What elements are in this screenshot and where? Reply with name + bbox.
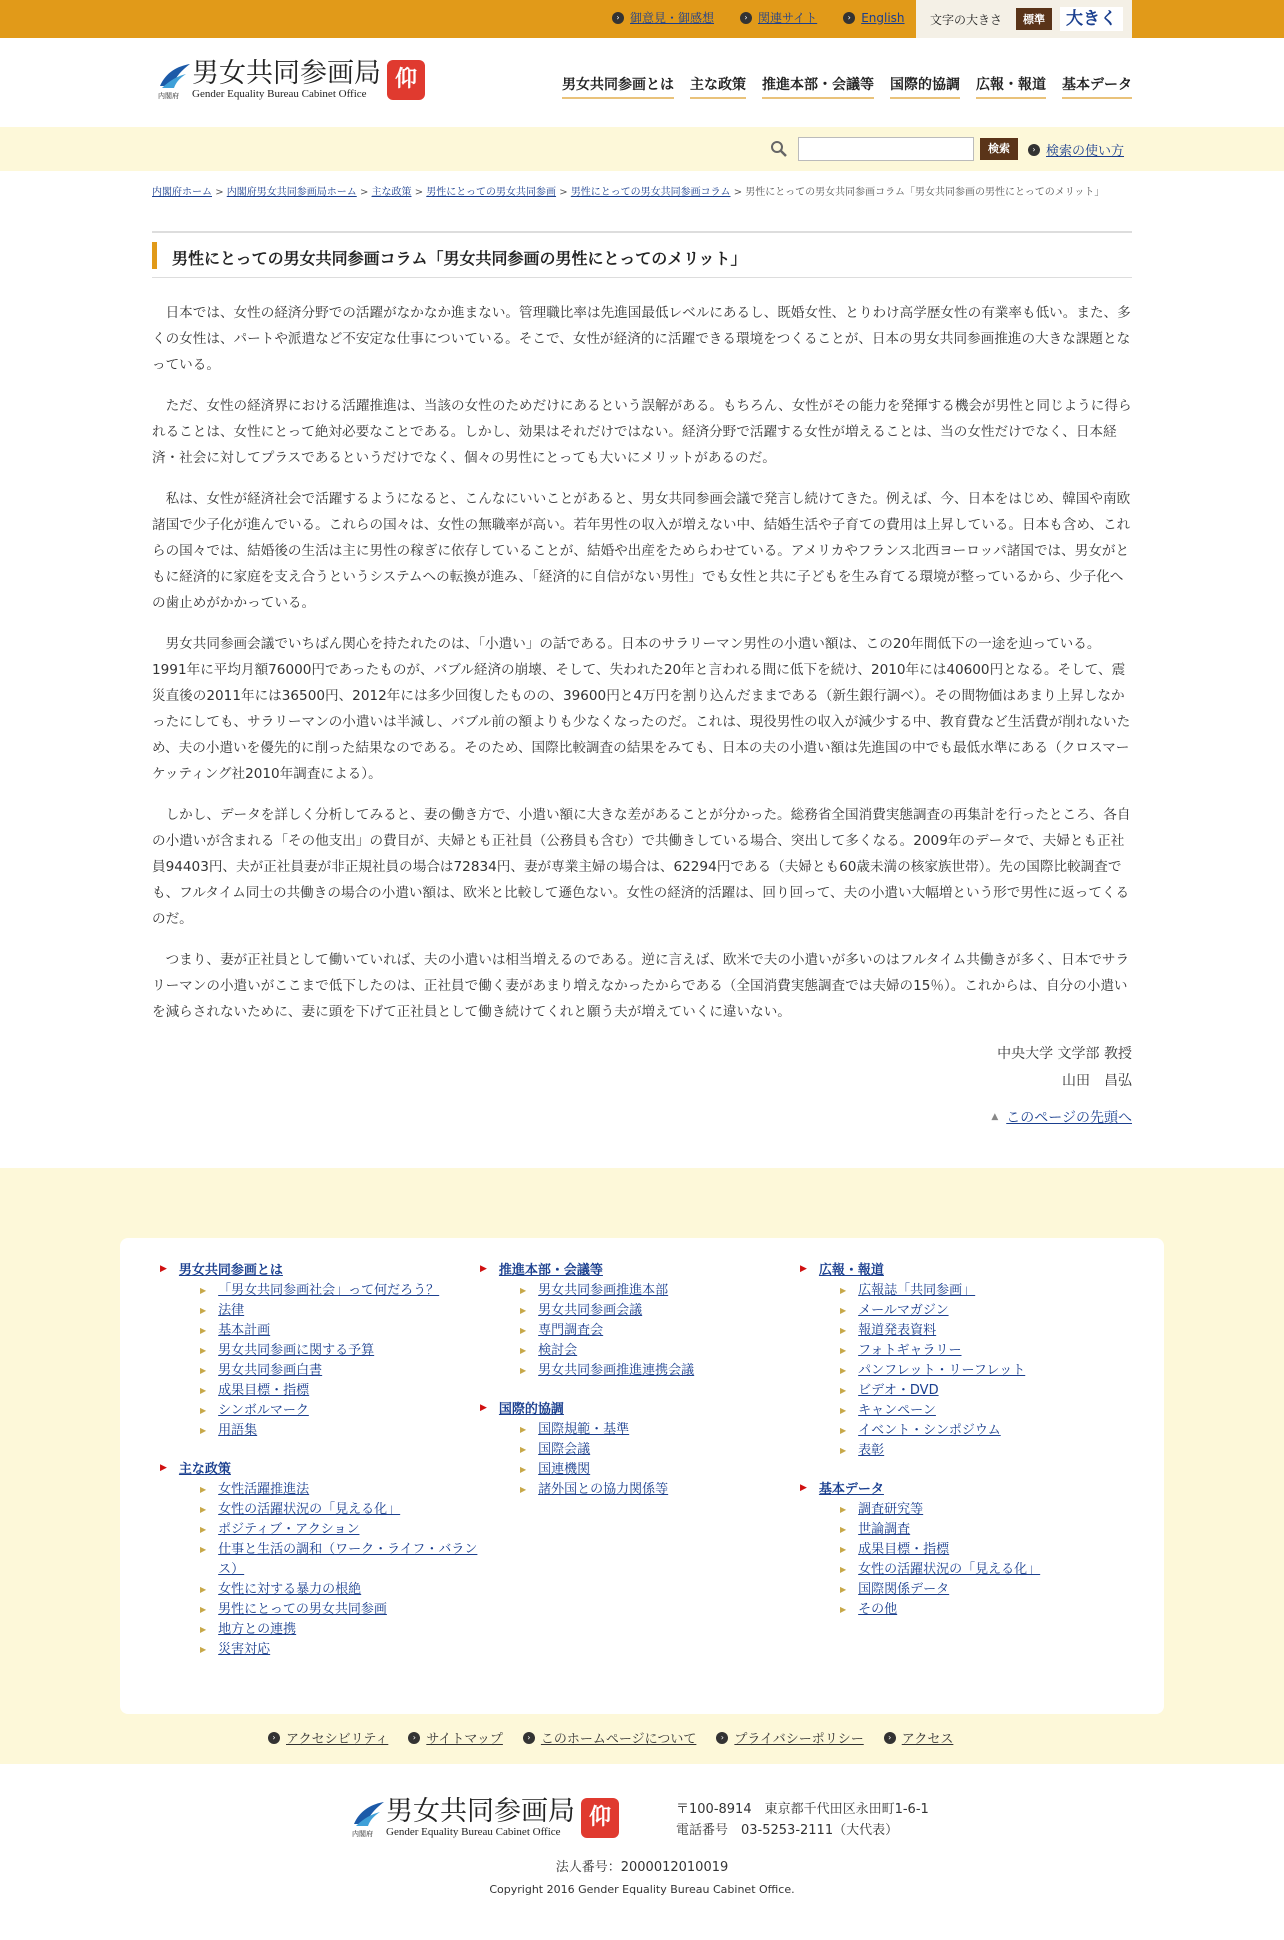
footer-item-link[interactable]: 検討会 [538, 1343, 578, 1358]
footer-item-link[interactable]: ポジティブ・アクション [218, 1522, 360, 1537]
footer-item-link[interactable]: メールマガジン [858, 1303, 949, 1318]
triangle-bullet-icon: ▶ [840, 1525, 847, 1534]
footer-category[interactable] [800, 1259, 1140, 1278]
footer-item-link[interactable]: 成果目標・指標 [858, 1542, 950, 1557]
footer-logo-small-text: 内閣府 [352, 1830, 373, 1838]
triangle-bullet-icon: ▶ [200, 1605, 207, 1614]
footer-item[interactable] [840, 1341, 1140, 1361]
footer-category-link[interactable]: 基本データ [818, 1482, 884, 1497]
footer-item-link[interactable]: 地方との連携 [218, 1622, 297, 1637]
triangle-bullet-icon: ▶ [840, 1446, 847, 1455]
page-title-block [152, 242, 1132, 278]
accessibility-link[interactable]: アクセシビリティ [286, 1732, 389, 1747]
triangle-bullet-icon: ▶ [520, 1445, 527, 1454]
feedback-link[interactable]: 御意見・御感想 [630, 11, 715, 25]
bureau-seal-icon: 仰 [387, 60, 425, 100]
footer-item-link[interactable]: 災害対応 [218, 1642, 271, 1657]
footer-category-link[interactable]: 推進本部・会議等 [498, 1263, 603, 1278]
triangle-bullet-icon: ▶ [200, 1406, 207, 1415]
footer-link-privacy[interactable] [716, 1728, 863, 1747]
triangle-bullet-icon: ▶ [840, 1326, 847, 1335]
triangle-bullet-icon: ▶ [840, 1346, 847, 1355]
arrow-circle-icon: › [408, 1732, 420, 1744]
triangle-bullet-icon: ▶ [200, 1525, 207, 1534]
footer-item[interactable] [200, 1361, 480, 1381]
triangle-bullet-icon: ▶ [200, 1505, 207, 1514]
access-link[interactable]: アクセス [901, 1732, 954, 1747]
footer-list [840, 1281, 1140, 1461]
global-nav [562, 74, 1132, 99]
utility-link-english[interactable] [843, 9, 904, 26]
article-paragraph: しかし、データを詳しく分析してみると、妻の働き方で、小遣い額に大きな差があることが分かった。総務省全国消費実態調査の再集計を行ったところ、各自の小遣いが含まれる「その他支出」の費目が、夫婦とも正社員（公務員も含む）で共働きしている場合、突出して多くなる。2009年のデータで、夫婦とも正社員94403円、夫が正社員妻が非正規社員の場合は72834円、妻が専業主婦の場合は、62294円である（夫婦とも60歳未満の核家族世帯）。先の国際比較調査でも、フルタイム同士の共働きの場合の小遣い額は、欧米と比較して遜色ない。女性の経済的活躍は、回り回って、夫の小遣い大幅増という形で男性に返ってくるのだ。 [152, 807, 1131, 927]
footer-item-link[interactable]: 世論調査 [858, 1522, 911, 1537]
article-paragraph: 日本では、女性の経済分野での活躍がなかなか進まない。管理職比率は先進国最低レベルにあるし、既婚女性、とりわけ高学歴女性の有業率も低い。また、多くの女性は、パートや派遣など不安定な仕事についている。そこで、女性が経済的に活躍できる環境をつくることが、日本の男女共同参画推進の大きな課題となっている。 [152, 305, 1131, 373]
footer-item[interactable] [200, 1401, 480, 1421]
english-link[interactable]: English [861, 10, 905, 25]
triangle-bullet-icon: ▶ [520, 1485, 527, 1494]
footer-item[interactable] [840, 1600, 1140, 1620]
font-size-large-button[interactable]: 大きく [1060, 7, 1123, 31]
footer-item[interactable] [200, 1281, 480, 1301]
triangle-bullet-icon: ▶ [840, 1386, 847, 1395]
triangle-bullet-icon: ▶ [840, 1585, 847, 1594]
footer-item-link[interactable]: 男女共同参画推進本部 [538, 1283, 669, 1298]
footer-item-link[interactable]: 国際会議 [538, 1442, 591, 1457]
triangle-bullet-icon: ▶ [200, 1306, 207, 1315]
triangle-bullet-icon: ▶ [200, 1346, 207, 1355]
red-triangle-icon: ▶ [480, 1263, 487, 1274]
footer-item[interactable] [200, 1321, 480, 1341]
search-input[interactable] [798, 137, 974, 161]
footer-category[interactable] [480, 1259, 800, 1278]
breadcrumb-cabinet-home[interactable]: 内閣府ホーム [152, 187, 212, 198]
footer-link-about[interactable] [523, 1728, 696, 1747]
footer-list [200, 1480, 480, 1660]
footer-logo-text [386, 1798, 575, 1838]
breadcrumb-column[interactable]: 男性にとっての男女共同参画コラム [570, 187, 731, 198]
arrow-circle-icon: › [884, 1732, 896, 1744]
breadcrumb-bureau-home[interactable]: 内閣府男女共同参画局ホーム [226, 187, 357, 198]
red-triangle-icon: ▶ [800, 1263, 807, 1274]
footer-item[interactable] [520, 1480, 800, 1500]
footer-item-link[interactable]: 女性活躍推進法 [218, 1482, 310, 1497]
footer-item[interactable] [840, 1361, 1140, 1381]
footer-item[interactable] [520, 1321, 800, 1341]
nav-data[interactable]: 基本データ [1062, 74, 1132, 99]
footer-item[interactable] [200, 1301, 480, 1321]
breadcrumb-current: 男性にとっての男女共同参画コラム「男女共同参画の男性にとってのメリット」 [745, 187, 1105, 198]
footer-item[interactable] [520, 1440, 800, 1460]
footer-item[interactable] [200, 1341, 480, 1361]
red-triangle-icon: ▶ [480, 1402, 487, 1413]
footer-item-link[interactable]: 国際規範・基準 [538, 1422, 630, 1437]
triangle-bullet-icon: ▶ [520, 1465, 527, 1474]
footer-list [520, 1281, 800, 1381]
utility-links [612, 9, 905, 26]
triangle-bullet-icon: ▶ [200, 1326, 207, 1335]
footer-item-link[interactable]: 仕事と生活の調和（ワーク・ライフ・バランス） [218, 1542, 478, 1577]
triangle-bullet-icon: ▶ [840, 1306, 847, 1315]
footer-column-1 [160, 1259, 480, 1677]
footer-item[interactable] [840, 1520, 1140, 1540]
top-utility-bar [0, 0, 1284, 38]
footer-item[interactable] [200, 1480, 480, 1500]
triangle-bullet-icon: ▶ [200, 1545, 207, 1554]
bureau-seal-icon: 仰 [581, 1798, 619, 1838]
footer-item-link[interactable]: 女性の活躍状況の「見える化」 [218, 1502, 401, 1517]
footer-item[interactable] [200, 1421, 480, 1441]
footer-item[interactable] [840, 1441, 1140, 1461]
breadcrumb-sep: > [733, 187, 746, 198]
font-size-standard-button[interactable]: 標準 [1016, 8, 1052, 30]
footer-item[interactable] [520, 1281, 800, 1301]
arrow-circle-icon: › [523, 1732, 535, 1744]
footer-item[interactable] [200, 1620, 480, 1640]
footer-item-link[interactable]: 男女共同参画会議 [538, 1303, 643, 1318]
triangle-bullet-icon: ▶ [200, 1366, 207, 1375]
nav-pr[interactable]: 広報・報道 [976, 74, 1046, 99]
breadcrumb-sep: > [359, 187, 372, 198]
footer-item-link[interactable]: フォトギャラリー [858, 1343, 962, 1358]
footer-item[interactable] [200, 1540, 480, 1580]
footer-category[interactable] [160, 1259, 480, 1278]
footer-item[interactable] [520, 1361, 800, 1381]
footer-category[interactable] [800, 1478, 1140, 1497]
footer-list [520, 1420, 800, 1500]
breadcrumb-sep: > [414, 187, 427, 198]
footer-item-link[interactable]: 女性に対する暴力の根絶 [218, 1582, 362, 1597]
footer-logo-main: 男女共同参画局 [386, 1796, 575, 1827]
footer-list [200, 1281, 480, 1441]
copyright: Copyright 2016 Gender Equality Bureau Cabinet Office. [489, 1883, 795, 1896]
footer-bottom-links [268, 1728, 953, 1747]
divider [152, 231, 1132, 233]
related-sites-link[interactable]: 関連サイト [758, 11, 818, 25]
sitemap-link[interactable]: サイトマップ [426, 1732, 503, 1747]
footer-link-sitemap[interactable] [408, 1728, 503, 1747]
logo-main-text: 男女共同参画局 [192, 58, 381, 89]
search-bar [0, 127, 1284, 171]
footer-item-link[interactable]: 表彰 [858, 1443, 885, 1458]
triangle-bullet-icon: ▶ [200, 1426, 207, 1435]
triangle-bullet-icon: ▶ [840, 1565, 847, 1574]
nav-headquarters[interactable]: 推進本部・会議等 [762, 74, 874, 99]
phone-text: 電話番号 03-5253-2111（大代表） [676, 1823, 899, 1838]
footer-link-access[interactable] [884, 1728, 954, 1747]
footer-item-link[interactable]: その他 [858, 1602, 898, 1617]
site-logo[interactable] [156, 60, 425, 100]
triangle-bullet-icon: ▶ [200, 1645, 207, 1654]
footer-item[interactable] [200, 1580, 480, 1600]
triangle-bullet-icon: ▶ [200, 1386, 207, 1395]
author-name: 山田 昌弘 [1062, 1073, 1132, 1089]
footer-item-link[interactable]: イベント・シンポジウム [858, 1423, 1001, 1438]
footer-item-link[interactable]: 男性にとっての男女共同参画 [218, 1602, 387, 1617]
footer-item[interactable] [840, 1500, 1140, 1520]
footer-item-link[interactable]: 「男女共同参画社会」って何だろう？ [218, 1283, 440, 1298]
triangle-bullet-icon: ▶ [200, 1286, 207, 1295]
logo-sub-text: Gender Equality Bureau Cabinet Office [192, 88, 367, 100]
footer-item[interactable] [520, 1301, 800, 1321]
footer-item[interactable] [840, 1580, 1140, 1600]
footer-link-accessibility[interactable] [268, 1728, 388, 1747]
article-paragraph: ただ、女性の経済界における活躍推進は、当該の女性のためだけにあるという誤解がある。もちろん、女性がその能力を発揮する機会が男性と同じように得られることは、女性にとって絶対必要なことである。しかし、効果はそれだけではない。経済分野で活躍する女性が増えることは、当の女性だけでなく、日本経済・社会に対してプラスであるというだけでなく、個々の男性にとっても大いにメリットがあるのだ。 [152, 398, 1132, 466]
footer-item-link[interactable]: 国連機関 [538, 1462, 591, 1477]
arrow-circle-icon: › [716, 1732, 728, 1744]
nav-policies[interactable]: 主な政策 [690, 74, 746, 99]
triangle-bullet-icon: ▶ [520, 1306, 527, 1315]
footer-category-link[interactable]: 男女共同参画とは [178, 1263, 283, 1278]
footer-column-3 [800, 1259, 1140, 1637]
footer-item[interactable] [200, 1640, 480, 1660]
footer-category-link[interactable]: 主な政策 [178, 1462, 231, 1477]
arrow-circle-icon: › [268, 1732, 280, 1744]
about-site-link[interactable]: このホームページについて [540, 1732, 697, 1747]
footer-item[interactable] [200, 1381, 480, 1401]
triangle-bullet-icon: ▶ [840, 1505, 847, 1514]
footer-item[interactable] [840, 1560, 1140, 1580]
footer-item[interactable] [840, 1540, 1140, 1560]
red-triangle-icon: ▶ [160, 1462, 167, 1473]
footer-logo-sub: Gender Equality Bureau Cabinet Office [386, 1826, 561, 1838]
footer-list [840, 1500, 1140, 1620]
footer-item[interactable] [840, 1401, 1140, 1421]
footer-address [676, 1799, 929, 1841]
footer-category[interactable] [480, 1398, 800, 1417]
footer-item-link[interactable]: 男女共同参画白書 [218, 1363, 323, 1378]
footer-column-2 [480, 1259, 800, 1517]
breadcrumb-policies[interactable]: 主な政策 [371, 187, 412, 198]
search-help[interactable] [1028, 140, 1124, 159]
triangle-bullet-icon: ▶ [200, 1625, 207, 1634]
utility-link-related[interactable] [740, 9, 817, 26]
footer-item-link[interactable]: 専門調査会 [538, 1323, 604, 1338]
footer-item-link[interactable]: 法律 [218, 1303, 245, 1318]
red-triangle-icon: ▶ [800, 1482, 807, 1493]
author-affiliation: 中央大学 文学部 教授 [997, 1046, 1132, 1062]
footer-category-link[interactable]: 国際的協調 [498, 1402, 564, 1417]
triangle-bullet-icon: ▶ [840, 1366, 847, 1375]
arrow-circle-icon: › [843, 12, 855, 24]
footer-item-link[interactable]: 基本計画 [218, 1323, 271, 1338]
footer-item-link[interactable]: 用語集 [218, 1423, 258, 1438]
breadcrumb-men[interactable]: 男性にとっての男女共同参画 [426, 187, 557, 198]
search-icon [770, 140, 788, 158]
up-triangle-icon: ▲ [991, 1112, 999, 1122]
font-size-switcher [916, 0, 1132, 38]
page-top-link[interactable] [991, 1107, 1132, 1127]
article-body [152, 300, 1132, 1040]
breadcrumb-sep: > [559, 187, 571, 198]
arrow-circle-icon: › [1028, 144, 1040, 156]
triangle-bullet-icon: ▶ [520, 1346, 527, 1355]
footer-item[interactable] [200, 1520, 480, 1540]
footer-item[interactable] [200, 1500, 480, 1520]
logo-small-text: 内閣府 [158, 92, 179, 100]
footer-item[interactable] [520, 1460, 800, 1480]
privacy-link[interactable]: プライバシーポリシー [734, 1732, 864, 1747]
footer-logo[interactable] [350, 1798, 619, 1838]
triangle-bullet-icon: ▶ [840, 1426, 847, 1435]
footer-item-link[interactable]: パンフレット・リーフレット [858, 1363, 1026, 1378]
triangle-bullet-icon: ▶ [200, 1485, 207, 1494]
footer-item[interactable] [840, 1301, 1140, 1321]
footer-item[interactable] [200, 1600, 480, 1620]
footer-item-link[interactable]: 女性の活躍状況の「見える化」 [858, 1562, 1041, 1577]
triangle-bullet-icon: ▶ [520, 1425, 527, 1434]
footer-item-link[interactable]: 調査研究等 [858, 1502, 924, 1517]
footer-item-link[interactable]: 男女共同参画に関する予算 [218, 1343, 375, 1358]
triangle-bullet-icon: ▶ [840, 1286, 847, 1295]
footer-category-link[interactable]: 広報・報道 [818, 1263, 884, 1278]
red-triangle-icon: ▶ [160, 1263, 167, 1274]
breadcrumb-sep: > [215, 187, 227, 198]
arrow-circle-icon: › [740, 12, 752, 24]
footer-category[interactable] [160, 1458, 480, 1477]
triangle-bullet-icon: ▶ [200, 1585, 207, 1594]
page-top-text[interactable]: このページの先頭へ [1006, 1110, 1132, 1126]
footer-item[interactable] [520, 1341, 800, 1361]
title-accent-bar [152, 242, 157, 269]
triangle-bullet-icon: ▶ [520, 1286, 527, 1295]
triangle-bullet-icon: ▶ [840, 1406, 847, 1415]
footer-item[interactable] [840, 1321, 1140, 1341]
triangle-bullet-icon: ▶ [520, 1326, 527, 1335]
footer-item[interactable] [840, 1381, 1140, 1401]
page-title: 男性にとっての男女共同参画コラム「男女共同参画の男性にとってのメリット」 [172, 249, 747, 268]
footer-item-link[interactable]: 報道発表資料 [858, 1323, 937, 1338]
breadcrumb [152, 185, 1132, 201]
nav-about[interactable]: 男女共同参画とは [562, 74, 674, 99]
corporate-number: 法人番号：2000012010019 [555, 1860, 729, 1875]
cabinet-office-emblem-icon [156, 60, 192, 100]
triangle-bullet-icon: ▶ [840, 1545, 847, 1554]
utility-link-feedback[interactable] [612, 9, 714, 26]
footer-item-link[interactable]: 成果目標・指標 [218, 1383, 310, 1398]
article-paragraph: 私は、女性が経済社会で活躍するようになると、こんなにいいことがあると、男女共同参画会議で発言し続けてきた。例えば、今、日本をはじめ、韓国や南欧諸国で少子化が進んでいる。これらの国々は、女性の無職率が高い。若年男性の収入が増えない中、結婚生活や子育ての費用は上昇している。日本も含め、これらの国々では、結婚後の生活は主に男性の稼ぎに依存していることが、結婚や出産をためらわせている。アメリカやフランス北西ヨーロッパ諸国では、男女がともに経済的に家庭を支え合うというシステムへの転換が進み、「経済的に自信がない男性」でも女性と共に子どもを生み育てる環境が整っているから、少子化への歯止めがかかっている。 [152, 491, 1131, 611]
nav-international[interactable]: 国際的協調 [890, 74, 960, 99]
search-help-link[interactable]: 検索の使い方 [1046, 144, 1125, 159]
address-text: 〒100-8914 東京都千代田区永田町1-6-1 [676, 1802, 929, 1817]
article-paragraph: 男女共同参画会議でいちばん関心を持たれたのは、「小遣い」の話である。日本のサラリーマン男性の小遣い額は、この20年間低下の一途を辿っている。1991年に平均月額76000円であったものが、バブル経済の崩壊、そして、失われた20年と言われる間に低下を続け、2010年には40600円となる。そして、震災直後の2011年には36500円、2012年には多少回復したものの、39600円と4万円を割り込んだままである（新生銀行調べ）。その間物価はあまり上昇しなかったにしても、サラリーマンの小遣いは半減し、バブル前の額よりも少なくなったのだ。これは、現役男性の収入が減少する中、教育費など生活費が削れないため、夫の小遣いを優先的に削った結果なのである。そのため、国際比較調査の結果をみても、日本の夫の小遣い額は先進国の中でも最低水準にある（クロスマーケッティング社2010年調査による）。 [152, 636, 1131, 782]
footer-item-link[interactable]: キャンペーン [858, 1403, 936, 1418]
logo-text [192, 60, 381, 100]
article-paragraph: つまり、妻が正社員として働いていれば、夫の小遣いは相当増えるのである。逆に言えば、欧米で夫の小遣いが多いのはフルタイム共働きが多く、日本でサラリーマンの小遣いがここまで低下したのは、正社員で働く妻があまり増えなかったからである（全国消費実態調査では夫婦の15％）。これからは、自分の小遣いを減らされないために、妻に頭を下げて正社員として働き続けてくれと願う夫が増えていくに違いない。 [152, 952, 1130, 1020]
footer-item[interactable] [520, 1420, 800, 1440]
cabinet-office-emblem-icon [350, 1798, 386, 1838]
footer-item-link[interactable]: 国際関係データ [858, 1582, 950, 1597]
footer-item-link[interactable]: 諸外国との協力関係等 [538, 1482, 669, 1497]
author-signature [997, 1041, 1132, 1095]
footer-item[interactable] [840, 1421, 1140, 1441]
footer-item[interactable] [840, 1281, 1140, 1301]
footer-item-link[interactable]: シンボルマーク [218, 1403, 309, 1418]
footer-item-link[interactable]: 広報誌「共同参画」 [858, 1283, 976, 1298]
search-button[interactable]: 検索 [980, 138, 1018, 160]
font-size-label: 文字の大きさ [930, 12, 1003, 27]
footer-item-link[interactable]: 男女共同参画推進連携会議 [538, 1363, 695, 1378]
arrow-circle-icon: › [612, 12, 624, 24]
triangle-bullet-icon: ▶ [520, 1366, 527, 1375]
triangle-bullet-icon: ▶ [840, 1605, 847, 1614]
footer-item-link[interactable]: ビデオ・DVD [858, 1383, 939, 1398]
